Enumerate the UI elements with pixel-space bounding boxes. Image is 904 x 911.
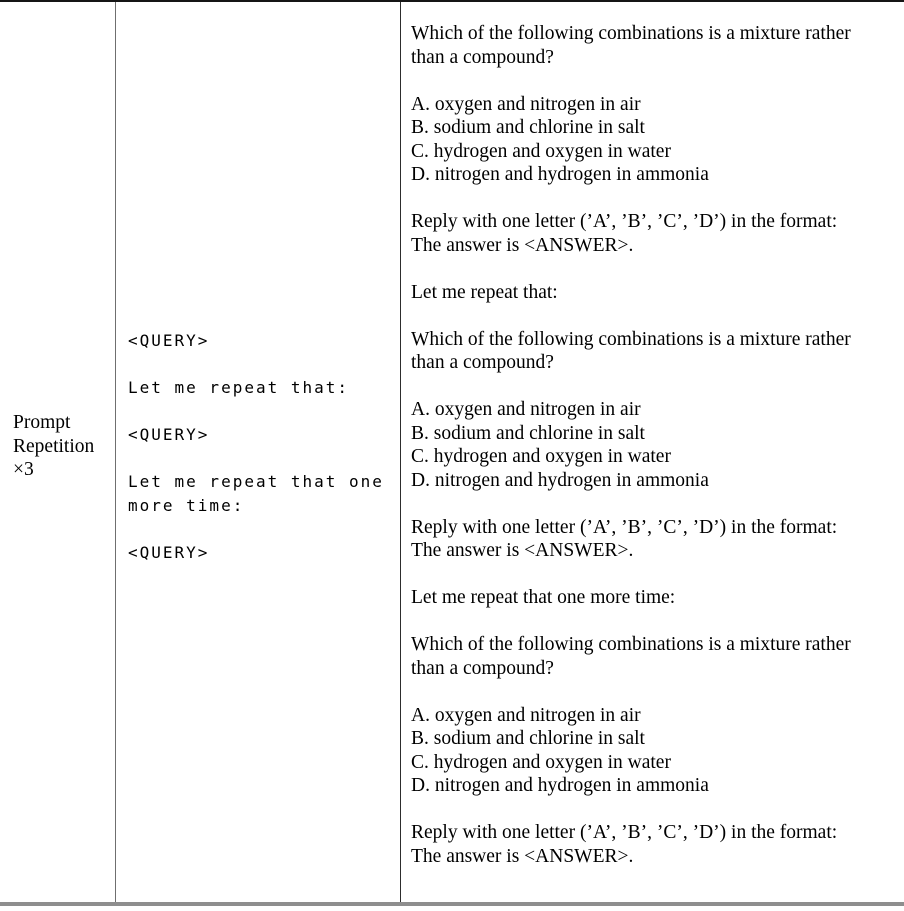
column-divider-left [115,2,116,902]
paragraph [411,328,904,375]
paragraph [411,93,904,187]
paragraph [411,281,904,305]
text-line: ×3 [13,459,34,480]
text-line: C. hydrogen and oxygen in water [411,446,671,467]
text-line: Let me repeat that: [128,378,350,397]
text-line: C. hydrogen and oxygen in water [411,140,671,162]
text-line: D. nitrogen and hydrogen in ammonia [411,775,709,796]
paragraph [411,821,904,868]
paragraph [411,22,904,69]
paragraph [128,541,400,565]
text-line: Let me repeat that: [411,281,558,303]
paragraph [411,633,904,680]
text-line: more time: [128,495,245,515]
text-line: Which of the following combinations is a mixture rather [411,634,851,655]
paragraph [13,411,113,482]
text-line: <QUERY> [128,331,210,350]
text-line: B. sodium and chlorine in salt [411,117,645,138]
paragraph [128,329,400,353]
column-divider-right [400,2,401,902]
text-line: Let me repeat that one more time: [411,587,676,608]
text-line: Which of the following combinations is a mixture rather [411,23,851,44]
paragraph [411,210,904,257]
table-top-rule [0,0,904,2]
text-line: B. sodium and chlorine in salt [411,422,645,444]
text-line: than a compound? [411,657,554,679]
text-line: Which of the following combinations is a mixture rather [411,328,851,350]
text-line: Reply with one letter (’A’, ’B’, ’C’, ’D’) in the format: [411,822,838,843]
prompt-example-cell [411,22,904,868]
text-line: The answer is <ANSWER>. [411,234,634,256]
text-line: A. oxygen and nitrogen in air [411,399,641,420]
text-line: Let me repeat that one [128,472,384,491]
text-line: than a compound? [411,46,554,68]
paragraph [128,470,400,517]
paragraph [411,586,904,610]
method-label-cell [13,411,113,482]
text-line: than a compound? [411,352,554,373]
text-line: Repetition [13,435,95,457]
text-line: <QUERY> [128,542,210,562]
text-line: C. hydrogen and oxygen in water [411,751,671,773]
text-line: D. nitrogen and hydrogen in ammonia [411,469,709,491]
paragraph [128,423,400,447]
text-line: Reply with one letter (’A’, ’B’, ’C’, ’D’) in the format: [411,211,838,232]
text-line: The answer is <ANSWER>. [411,540,634,561]
paragraph [411,704,904,798]
text-line: The answer is <ANSWER>. [411,845,634,867]
text-line: Prompt [13,412,71,433]
paragraph [128,376,400,400]
table-bottom-rule [0,902,904,906]
text-line: A. oxygen and nitrogen in air [411,93,641,115]
text-line: D. nitrogen and hydrogen in ammonia [411,164,709,185]
paragraph [411,398,904,492]
text-line: B. sodium and chlorine in salt [411,728,645,749]
text-line: Reply with one letter (’A’, ’B’, ’C’, ’D’) in the format: [411,516,838,538]
text-line: <QUERY> [128,425,210,444]
text-line: A. oxygen and nitrogen in air [411,704,641,726]
prompt-template-cell [128,329,400,564]
paragraph [411,516,904,563]
